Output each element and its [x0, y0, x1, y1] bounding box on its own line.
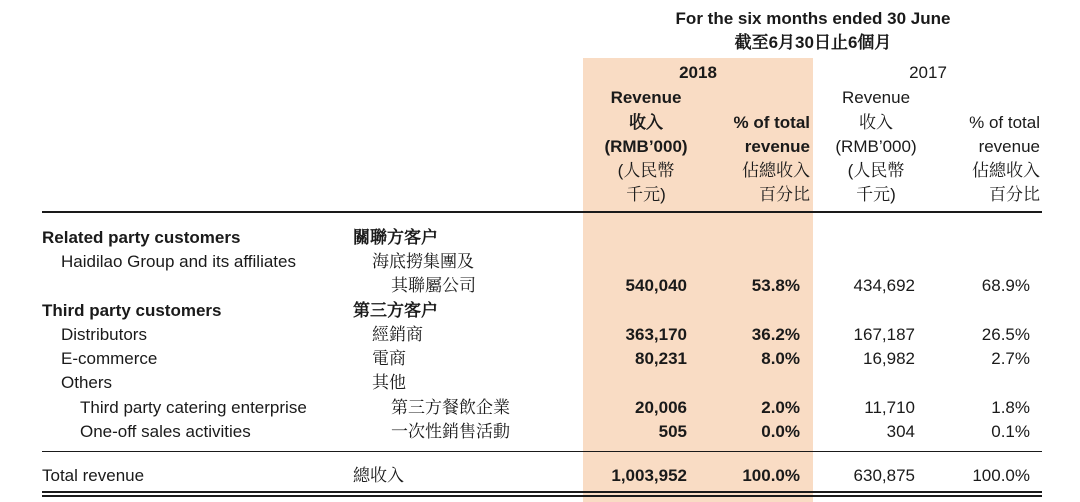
row-label-cn: 第三方客户	[353, 301, 438, 320]
row-label-en: Third party customers	[42, 301, 222, 320]
cell-revenue-2017: 11,710	[864, 398, 915, 417]
total-revenue-2018: 1,003,952	[611, 466, 687, 485]
header-revenue-2018: (人民幣	[617, 161, 675, 180]
cell-revenue-2018: 20,006	[635, 398, 687, 417]
header-rule	[42, 211, 1042, 213]
row-label-en: Related party customers	[42, 228, 241, 247]
cell-revenue-2018: 540,040	[625, 276, 687, 295]
cell-revenue-2017: 304	[886, 422, 915, 441]
cell-revenue-2017: 16,982	[863, 349, 915, 368]
header-revenue-2018: (RMB’000)	[604, 137, 688, 156]
cell-pct-2017: 2.7%	[991, 349, 1030, 368]
header-revenue-2017: 收入	[859, 113, 893, 132]
header-pct-2017: 佔總收入	[972, 161, 1040, 180]
header-revenue-2018: 收入	[629, 113, 663, 132]
header-revenue-2018: Revenue	[610, 88, 682, 107]
total-pct-2018: 100.0%	[742, 466, 800, 485]
cell-revenue-2017: 167,187	[853, 325, 915, 344]
total-bottom-rule-1	[42, 491, 1042, 493]
header-pct-2018: revenue	[744, 137, 810, 156]
header-pct-2018: 百分比	[759, 185, 810, 204]
cell-revenue-2017: 434,692	[853, 276, 915, 295]
total-revenue-2017: 630,875	[853, 466, 915, 485]
row-label-en: Others	[61, 373, 113, 392]
row-label-cn: 其聯屬公司	[391, 276, 476, 295]
row-label-en: E-commerce	[61, 349, 158, 368]
row-label-cn: 第三方餐飲企業	[391, 398, 510, 417]
period-heading-cn: 截至6月30日止6個月	[734, 33, 892, 52]
total-label-cn: 總收入	[353, 466, 404, 485]
row-label-en: Third party catering enterprise	[80, 398, 307, 417]
cell-pct-2017: 0.1%	[991, 422, 1030, 441]
period-heading-en: For the six months ended 30 June	[675, 9, 951, 28]
row-label-en: Haidilao Group and its affiliates	[61, 252, 296, 271]
row-label-cn: 經銷商	[372, 325, 423, 344]
row-label-cn: 其他	[372, 373, 406, 392]
row-label-en: One-off sales activities	[80, 422, 251, 441]
cell-revenue-2018: 80,231	[635, 349, 687, 368]
year-2018-label: 2018	[679, 63, 717, 82]
row-label-en: Distributors	[61, 325, 147, 344]
cell-pct-2018: 36.2%	[751, 325, 800, 344]
total-label-en: Total revenue	[42, 466, 145, 485]
cell-revenue-2018: 505	[658, 422, 687, 441]
cell-pct-2018: 2.0%	[761, 398, 800, 417]
cell-pct-2018: 8.0%	[761, 349, 800, 368]
cell-pct-2018: 0.0%	[761, 422, 800, 441]
header-revenue-2017: 千元)	[856, 185, 896, 204]
cell-pct-2017: 68.9%	[981, 276, 1030, 295]
row-label-cn: 關聯方客户	[353, 228, 438, 247]
row-label-cn: 電商	[372, 349, 406, 368]
total-top-rule	[42, 451, 1042, 452]
header-pct-2017: 百分比	[989, 185, 1040, 204]
header-revenue-2017: Revenue	[841, 88, 911, 107]
header-revenue-2017: (人民幣	[847, 161, 905, 180]
row-label-cn: 海底撈集團及	[372, 252, 474, 271]
cell-pct-2017: 26.5%	[981, 325, 1030, 344]
cell-pct-2018: 53.8%	[751, 276, 800, 295]
header-pct-2018: % of total	[733, 113, 810, 132]
header-revenue-2017: (RMB’000)	[835, 137, 917, 156]
cell-revenue-2018: 363,170	[625, 325, 687, 344]
header-pct-2017: revenue	[978, 137, 1040, 156]
header-pct-2018: 佔總收入	[742, 161, 810, 180]
row-label-cn: 一次性銷售活動	[391, 422, 510, 441]
header-pct-2017: % of total	[969, 113, 1040, 132]
header-revenue-2018: 千元)	[626, 185, 666, 204]
year-2017-label: 2017	[909, 63, 947, 82]
total-bottom-rule-2	[42, 495, 1042, 497]
cell-pct-2017: 1.8%	[991, 398, 1030, 417]
total-pct-2017: 100.0%	[972, 466, 1030, 485]
